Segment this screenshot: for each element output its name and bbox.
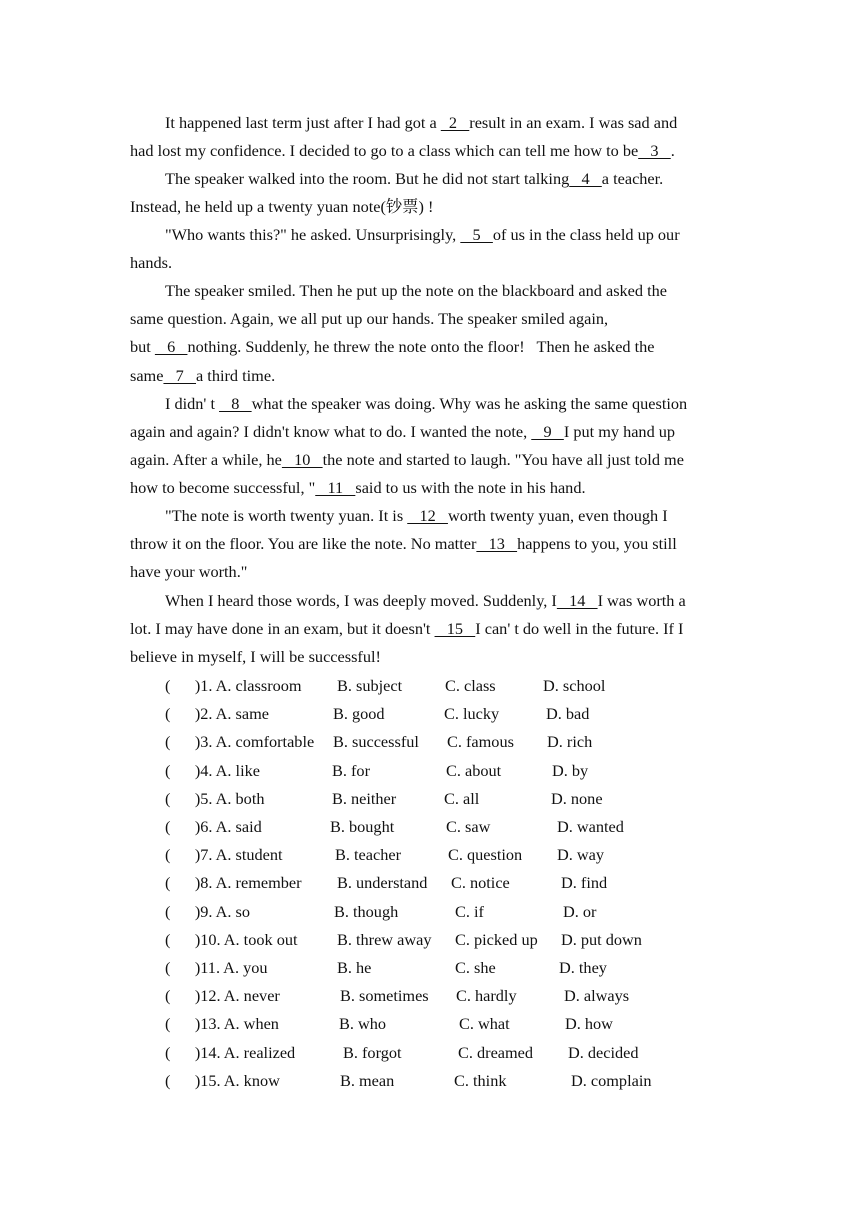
blank-number: 2 — [440, 113, 470, 132]
passage-text: but — [130, 337, 155, 356]
passage-line — [130, 309, 608, 329]
question-option-b: B. for — [332, 761, 370, 780]
question-option-b: B. teacher — [335, 845, 401, 864]
blank-number: 8 — [219, 394, 252, 413]
passage-line — [130, 534, 677, 554]
question-option-a: ( )4. A. like — [165, 761, 260, 780]
question-option-a: ( )5. A. both — [165, 789, 265, 808]
passage-text: I put my hand up — [563, 422, 676, 441]
passage-text: the note and started to laugh. "You have all just told me — [322, 450, 684, 469]
question-option-a: ( )12. A. never — [165, 986, 280, 1005]
question-option-d: D. put down — [561, 930, 642, 949]
passage-line — [130, 562, 247, 582]
passage-line — [130, 253, 172, 273]
passage-text: When I heard those words, I was deeply moved. Suddenly, I — [165, 591, 557, 610]
passage-text: said to us with the note in his hand. — [355, 478, 586, 497]
blank-number: 15 — [434, 619, 476, 638]
passage-line — [130, 197, 433, 217]
passage-text: worth twenty yuan, even though I — [447, 506, 668, 525]
question-option-a: ( )7. A. student — [165, 845, 283, 864]
blank-number: 12 — [407, 506, 448, 525]
passage-text: believe in myself, I will be successful! — [130, 647, 381, 666]
question-option-d: D. wanted — [557, 817, 624, 836]
question-option-b: B. successful — [333, 732, 419, 751]
question-option-b: B. good — [333, 704, 385, 723]
blank-number: 6 — [154, 337, 188, 356]
question-option-d: D. way — [557, 845, 605, 864]
question-option-a: ( )8. A. remember — [165, 873, 302, 892]
blank-number: 13 — [476, 534, 518, 553]
question-option-b: B. who — [339, 1014, 387, 1033]
passage-text: It happened last term just after I had got a — [165, 113, 441, 132]
question-option-c: C. question — [448, 845, 523, 864]
question-option-b: B. understand — [337, 873, 428, 892]
passage-text: "The note is worth twenty yuan. It is — [165, 506, 408, 525]
question-option-d: D. by — [552, 761, 589, 780]
passage-text: same question. Again, we all put up our hands. The speaker smiled again, — [130, 309, 609, 328]
question-option-d: D. find — [561, 873, 608, 892]
blank-number: 3 — [638, 141, 671, 160]
passage-text: throw it on the floor. You are like the note. No matter — [130, 534, 477, 553]
passage-text: how to become successful, " — [130, 478, 316, 497]
passage-line — [165, 281, 667, 301]
passage-text: I was worth a — [597, 591, 686, 610]
question-option-b: B. forgot — [343, 1043, 402, 1062]
passage-text: a teacher. — [601, 169, 664, 188]
question-option-d: D. complain — [571, 1071, 652, 1090]
passage-text: a third time. — [196, 366, 276, 385]
blank-number: 14 — [556, 591, 598, 610]
question-option-d: D. decided — [568, 1043, 639, 1062]
question-option-d: D. none — [551, 789, 603, 808]
question-option-a: ( )15. A. know — [165, 1071, 280, 1090]
question-option-a: ( )1. A. classroom — [165, 676, 302, 695]
passage-text: result in an exam. I was sad and — [469, 113, 678, 132]
question-option-a: ( )13. A. when — [165, 1014, 279, 1033]
passage-line — [130, 337, 655, 357]
question-option-a: ( )10. A. took out — [165, 930, 298, 949]
question-option-d: D. rich — [547, 732, 593, 751]
question-option-c: C. class — [445, 676, 496, 695]
question-option-d: D. or — [563, 902, 597, 921]
passage-line — [130, 478, 586, 498]
question-option-c: C. about — [446, 761, 502, 780]
passage-line — [165, 113, 677, 133]
passage-line — [130, 450, 684, 470]
question-option-c: C. dreamed — [458, 1043, 534, 1062]
question-option-c: C. what — [459, 1014, 510, 1033]
question-option-a: ( )2. A. same — [165, 704, 269, 723]
passage-line — [130, 647, 381, 667]
passage-line — [130, 141, 675, 161]
passage-text: again. After a while, he — [130, 450, 282, 469]
question-option-d: D. school — [543, 676, 606, 695]
blank-number: 10 — [281, 450, 323, 469]
passage-text: I can' t do well in the future. If I — [475, 619, 684, 638]
question-option-c: C. lucky — [444, 704, 500, 723]
question-option-b: B. threw away — [337, 930, 432, 949]
question-option-d: D. bad — [546, 704, 590, 723]
question-option-c: C. hardly — [456, 986, 517, 1005]
passage-line — [130, 619, 683, 639]
passage-text: The speaker smiled. Then he put up the note on the blackboard and asked the — [165, 281, 667, 300]
passage-text: of us in the class held up our — [492, 225, 680, 244]
passage-line — [165, 169, 663, 189]
passage-line — [165, 591, 686, 611]
question-option-c: C. famous — [447, 732, 514, 751]
passage-line — [130, 366, 275, 386]
question-option-d: D. how — [565, 1014, 613, 1033]
passage-text: The speaker walked into the room. But he did not start talking — [165, 169, 570, 188]
passage-line — [165, 225, 680, 245]
blank-number: 4 — [569, 169, 602, 188]
question-option-c: C. notice — [451, 873, 510, 892]
question-option-c: C. picked up — [455, 930, 538, 949]
passage-text: have your worth." — [130, 562, 248, 581]
passage-text: had lost my confidence. I decided to go to a class which can tell me how to be — [130, 141, 639, 160]
blank-number: 7 — [163, 366, 197, 385]
passage-text: . — [670, 141, 675, 160]
question-option-c: C. she — [455, 958, 496, 977]
blank-number: 9 — [531, 422, 564, 441]
passage-text: hands. — [130, 253, 173, 272]
passage-text: I didn' t — [165, 394, 220, 413]
passage-text: Instead, he held up a twenty yuan note(钞票) ! — [130, 197, 434, 216]
passage-text: nothing. Suddenly, he threw the note onto the floor! Then he asked the — [187, 337, 655, 356]
question-option-d: D. always — [564, 986, 630, 1005]
question-option-b: B. though — [334, 902, 399, 921]
passage-text: what the speaker was doing. Why was he asking the same question — [251, 394, 688, 413]
question-option-d: D. they — [559, 958, 607, 977]
passage-line — [165, 394, 687, 414]
question-option-a: ( )3. A. comfortable — [165, 732, 315, 751]
question-option-b: B. sometimes — [340, 986, 429, 1005]
question-option-b: B. mean — [340, 1071, 395, 1090]
question-option-c: C. saw — [446, 817, 491, 836]
passage-text: lot. I may have done in an exam, but it doesn't — [130, 619, 435, 638]
blank-number: 5 — [460, 225, 493, 244]
passage-line — [165, 506, 668, 526]
passage-text: same — [130, 366, 164, 385]
question-option-c: C. all — [444, 789, 480, 808]
question-option-a: ( )14. A. realized — [165, 1043, 296, 1062]
question-option-c: C. if — [455, 902, 484, 921]
blank-number: 11 — [315, 478, 356, 497]
question-option-b: B. bought — [330, 817, 395, 836]
question-option-b: B. neither — [332, 789, 397, 808]
question-option-a: ( )9. A. so — [165, 902, 251, 921]
question-option-c: C. think — [454, 1071, 507, 1090]
passage-text: again and again? I didn't know what to do. I wanted the note, — [130, 422, 532, 441]
passage-text: "Who wants this?" he asked. Unsurprisingly, — [165, 225, 461, 244]
question-option-a: ( )6. A. said — [165, 817, 262, 836]
question-option-b: B. subject — [337, 676, 403, 695]
question-option-a: ( )11. A. you — [165, 958, 268, 977]
question-option-b: B. he — [337, 958, 372, 977]
passage-text: happens to you, you still — [517, 534, 677, 553]
passage-line — [130, 422, 675, 442]
